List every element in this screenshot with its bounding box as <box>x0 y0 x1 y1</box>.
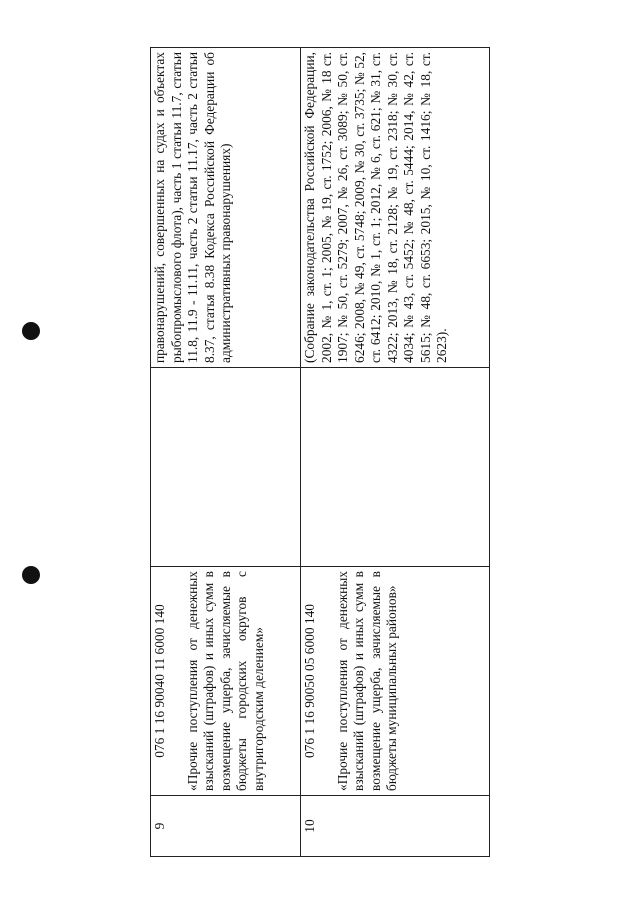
budget-codes-table <box>150 47 490 857</box>
code-description: «Прочие поступления от денежных взысканий (штрафов) и иных сумм в возмещение ущерба, зачисляемые в бюджеты городских округов с внутригородским делением» <box>184 571 266 791</box>
punch-hole-mark <box>22 566 40 584</box>
code-description: «Прочие поступления от денежных взысканий (штрафов) и иных сумм в возмещение ущерба, зачисляемые в бюджеты муниципальных районов» <box>334 571 399 791</box>
budget-code: 076 1 16 90040 11 6000 140 <box>152 604 167 758</box>
punch-hole-mark <box>22 322 40 340</box>
legal-basis: (Собрание законодательства Российской Федерации, 2002, № 1, ст. 1; 2005, № 19, ст. 1752; 2006, № 18 ст. 1907; № 50, ст. 5279; 2007, № 26, ст. 3089; № 50, ст. 6246; 2008, № 49, ст. 5748; 2009, № 30, ст. 3735; № 52, ст. 6412; 2010, № 1, ст. 1; 2012, № 6, ст. 621; № 31, ст. 4322; 2013, № 18, ст. 2128; № 19, ст. 2318; № 30, ст. 4034; № 43, ст. 5452; № 48, ст. 5444; 2014, № 42, ст. 5615; № 48, ст. 6653; 2015, № 10, ст. 1416; № 18, ст. 2623). <box>301 48 490 368</box>
code-cell <box>301 567 490 796</box>
code-cell <box>151 567 301 796</box>
table-row <box>151 48 301 857</box>
empty-cell <box>151 368 301 567</box>
row-number: 10 <box>301 796 490 857</box>
rotated-table-container <box>150 47 490 857</box>
table-row <box>301 48 490 857</box>
budget-code: 076 1 16 90050 05 6000 140 <box>302 604 317 758</box>
empty-cell <box>301 368 490 567</box>
legal-basis: правонарушений, совершенных на судах и объектах рыбопромыслового флота), часть 1 статьи 11.7, статьи 11.8, 11.9 - 11.11, часть 2 статьи 11.17, часть 2 статьи 8.37, статья 8.38 Кодекса Российской Федерации об административных правонарушениях) <box>151 48 301 368</box>
row-number: 9 <box>151 796 301 857</box>
